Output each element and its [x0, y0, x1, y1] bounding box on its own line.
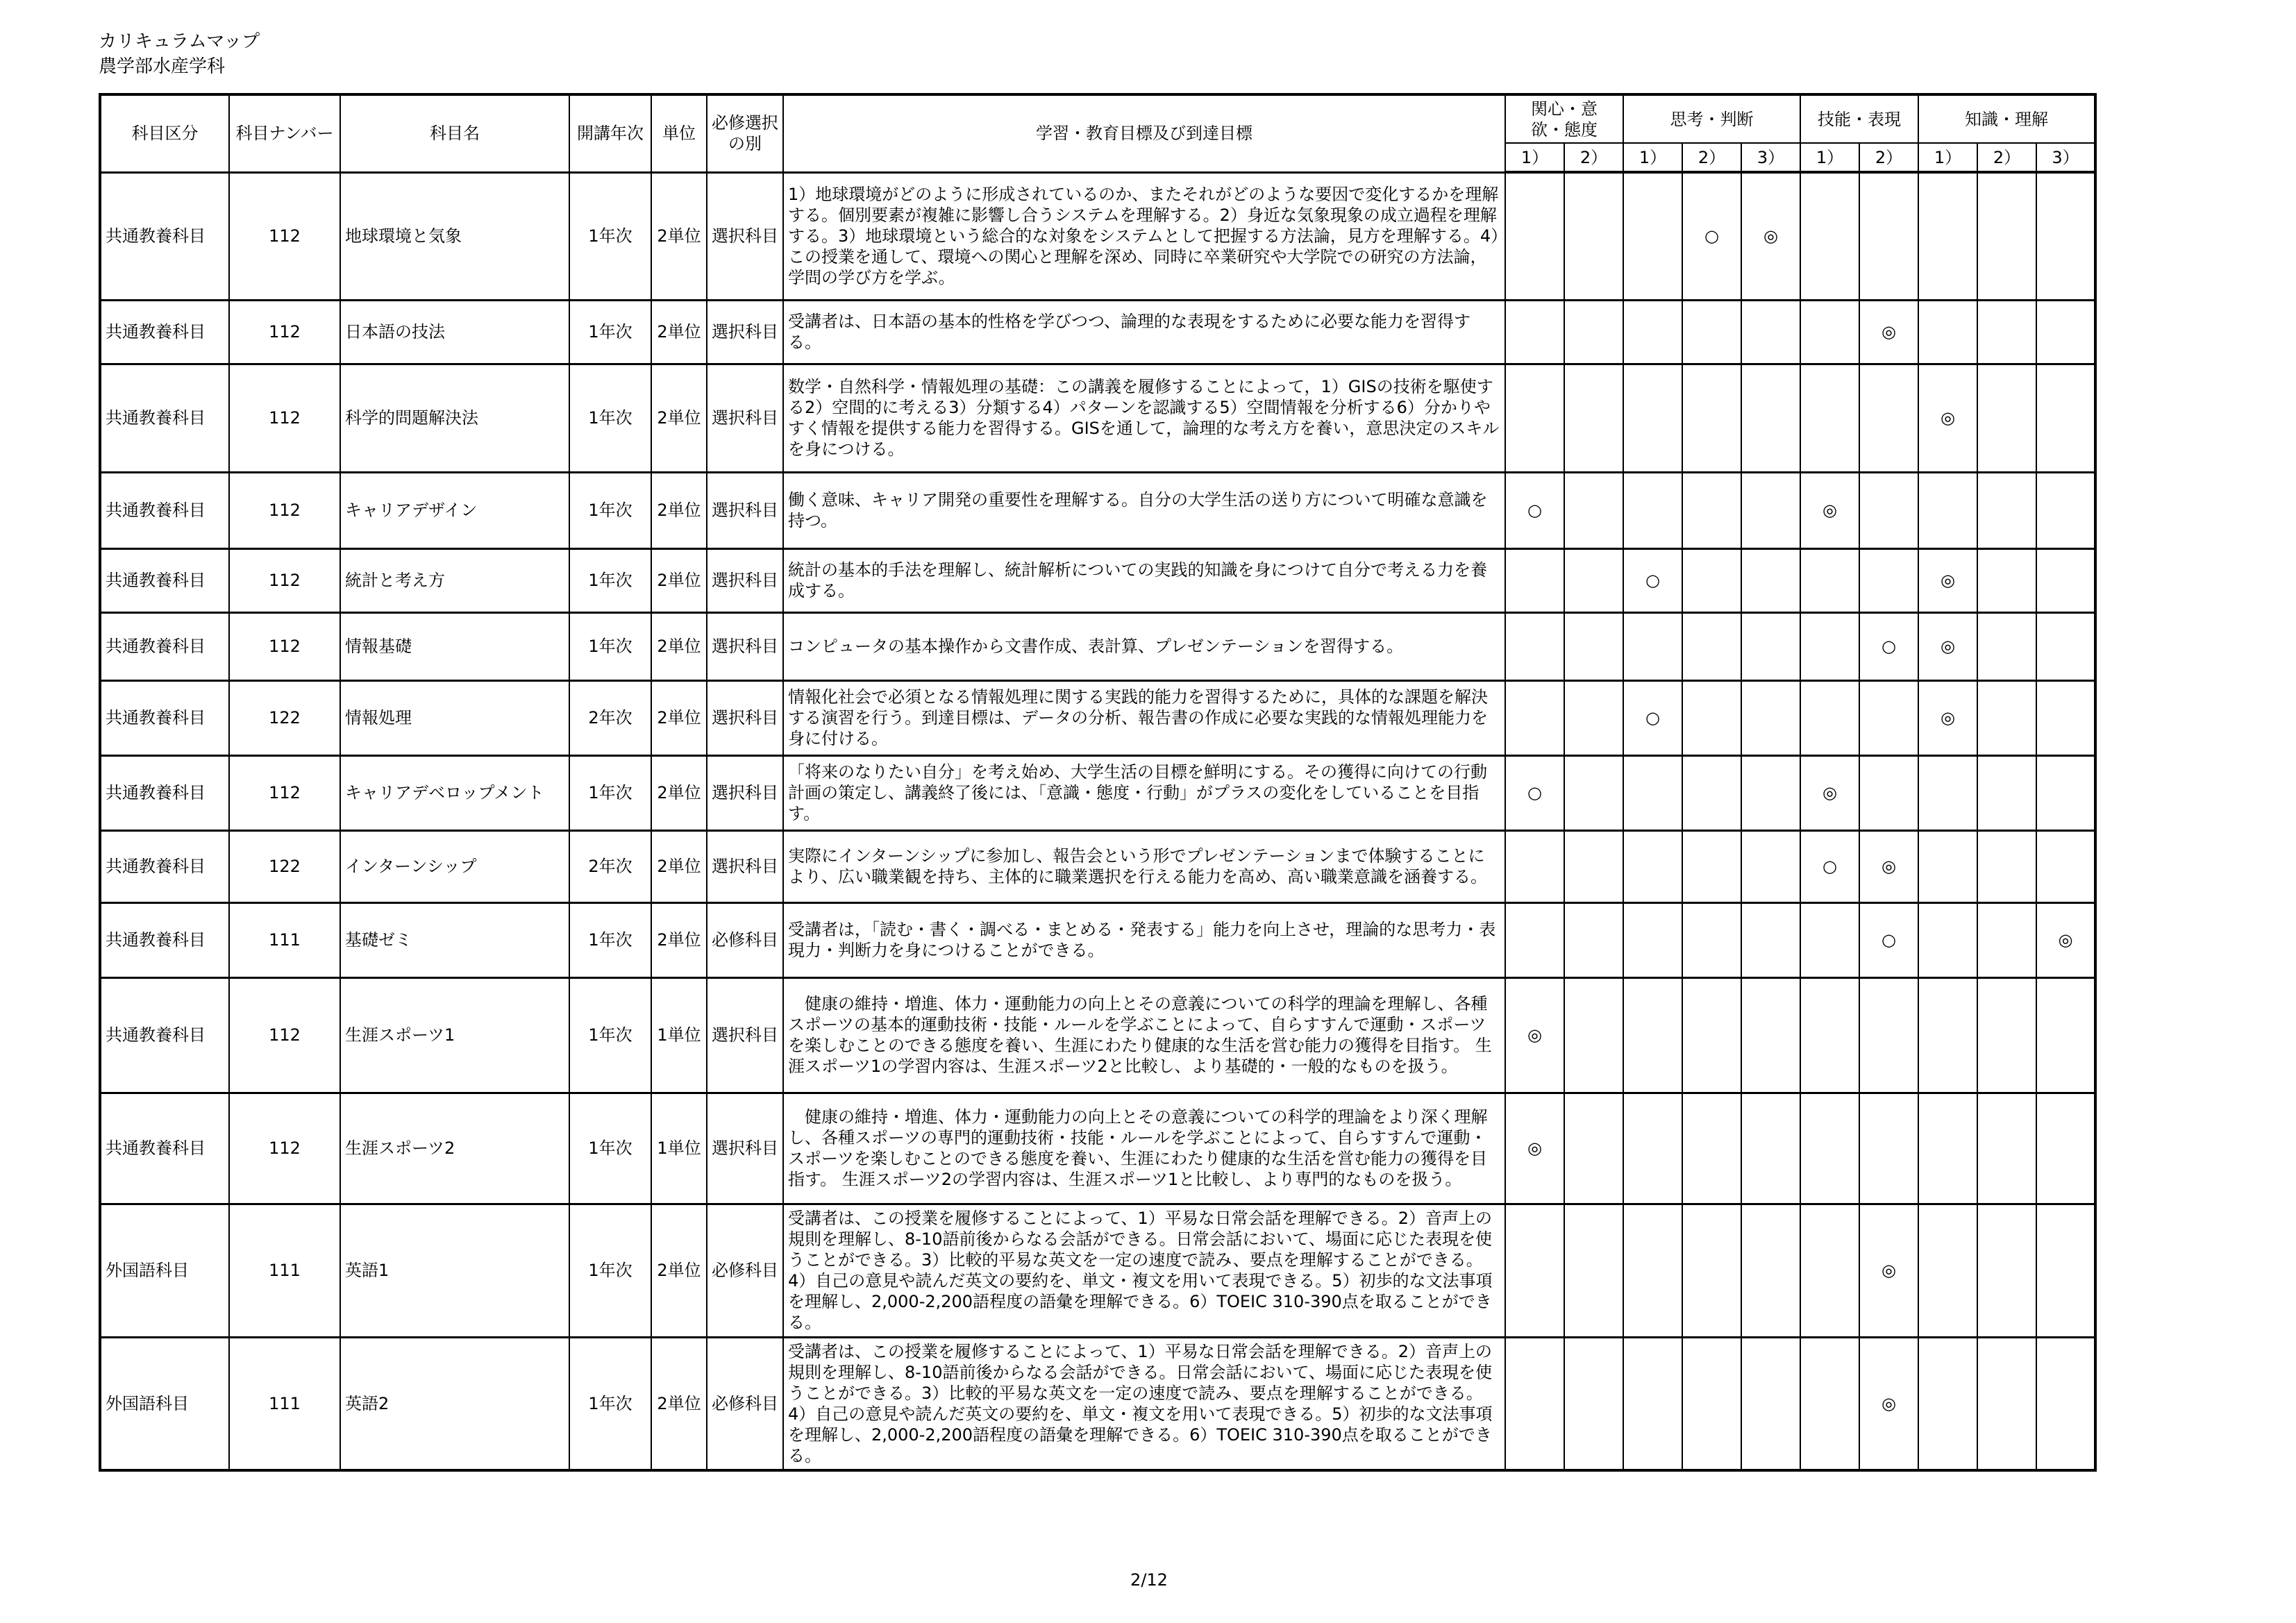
- course-year: 1年次: [569, 172, 651, 300]
- course-name: キャリアデベロップメント: [340, 755, 569, 830]
- course-goal: 実際にインターンシップに参加し、報告会という形でプレゼンテーションまで体験することにより、広い職業観を持ち、主体的に職業選択を行える能力を高め、高い職業意識を涵養する。: [783, 830, 1505, 902]
- course-category: 共通教養科目: [100, 172, 229, 300]
- course-required: 選択科目: [707, 548, 783, 612]
- evaluation-mark: [1859, 977, 1918, 1093]
- header-sub-col: 2）: [1682, 143, 1741, 172]
- course-number: 112: [229, 172, 340, 300]
- course-number: 112: [229, 612, 340, 680]
- header-name: 科目名: [340, 94, 569, 172]
- course-credits: 2単位: [651, 830, 707, 902]
- course-year: 1年次: [569, 1337, 651, 1470]
- course-category: 共通教養科目: [100, 472, 229, 548]
- course-required: 選択科目: [707, 680, 783, 755]
- course-year: 1年次: [569, 1093, 651, 1204]
- table-row: [100, 1093, 2095, 1204]
- course-number: 112: [229, 300, 340, 364]
- evaluation-mark: [1741, 1093, 1800, 1204]
- course-credits: 2単位: [651, 172, 707, 300]
- evaluation-mark: [1977, 1093, 2036, 1204]
- evaluation-mark: [1682, 755, 1741, 830]
- evaluation-mark: [1977, 680, 2036, 755]
- table-row: [100, 300, 2095, 364]
- course-category: 共通教養科目: [100, 364, 229, 472]
- evaluation-mark: [1741, 755, 1800, 830]
- evaluation-mark: ◎: [1918, 680, 1977, 755]
- course-name: 英語2: [340, 1337, 569, 1470]
- evaluation-mark: [1564, 364, 1623, 472]
- table-row: [100, 1337, 2095, 1470]
- course-year: 1年次: [569, 755, 651, 830]
- course-required: 選択科目: [707, 612, 783, 680]
- evaluation-mark: [2036, 1337, 2095, 1470]
- header-sub-col: 3）: [1741, 143, 1800, 172]
- evaluation-mark: [1977, 1204, 2036, 1337]
- evaluation-mark: ○: [1623, 548, 1682, 612]
- course-goal: 働く意味、キャリア開発の重要性を理解する。自分の大学生活の送り方について明確な意識を持つ。: [783, 472, 1505, 548]
- course-credits: 2単位: [651, 612, 707, 680]
- evaluation-mark: [2036, 612, 2095, 680]
- course-year: 1年次: [569, 472, 651, 548]
- evaluation-mark: [1564, 548, 1623, 612]
- evaluation-mark: [2036, 472, 2095, 548]
- evaluation-mark: [1623, 612, 1682, 680]
- evaluation-mark: [1741, 977, 1800, 1093]
- table-row: [100, 1204, 2095, 1337]
- header-sub-col: 1）: [1800, 143, 1859, 172]
- evaluation-mark: [1800, 612, 1859, 680]
- evaluation-mark: [1564, 172, 1623, 300]
- evaluation-mark: [1800, 977, 1859, 1093]
- evaluation-mark: [1918, 300, 1977, 364]
- evaluation-mark: [1859, 1093, 1918, 1204]
- course-goal: 受講者は、この授業を履修することによって、1）平易な日常会話を理解できる。2）音声上の規則を理解し、8-10語前後からなる会話ができる。日常会話において、場面に応じた表現を使うことができる。3）比較的平易な英文を一定の速度で読み、要点を理解することができる。4）自己の意見や読んだ英文の要約を、単文・複文を用いて表現できる。5）初歩的な文法事項を理解し、2,000-2,200語程度の語彙を理解できる。6）TOEIC 310-390点を取ることができる。: [783, 1204, 1505, 1337]
- course-name: 生涯スポーツ1: [340, 977, 569, 1093]
- course-required: 選択科目: [707, 755, 783, 830]
- course-name: 情報処理: [340, 680, 569, 755]
- curriculum-table: [99, 93, 2097, 1472]
- course-number: 112: [229, 755, 340, 830]
- evaluation-mark: [1977, 612, 2036, 680]
- course-credits: 2単位: [651, 1204, 707, 1337]
- header-group-interest: 関心・意欲・態度: [1505, 94, 1623, 143]
- evaluation-mark: [1682, 830, 1741, 902]
- course-number: 112: [229, 977, 340, 1093]
- evaluation-mark: [2036, 300, 2095, 364]
- course-credits: 2単位: [651, 364, 707, 472]
- document-title: カリキュラムマップ: [99, 31, 260, 52]
- evaluation-mark: [1741, 1337, 1800, 1470]
- evaluation-mark: [1623, 472, 1682, 548]
- evaluation-mark: [1682, 548, 1741, 612]
- course-number: 111: [229, 902, 340, 977]
- course-category: 共通教養科目: [100, 548, 229, 612]
- course-goal: 「将来のなりたい自分」を考え始め、大学生活の目標を鮮明にする。その獲得に向けての行動計画の策定し、講義終了後には、「意識・態度・行動」がプラスの変化をしていることを目指す。: [783, 755, 1505, 830]
- course-credits: 2単位: [651, 755, 707, 830]
- evaluation-mark: [1918, 472, 1977, 548]
- table-row: [100, 977, 2095, 1093]
- evaluation-mark: [1800, 364, 1859, 472]
- course-goal: 健康の維持・増進、体力・運動能力の向上とその意義についての科学的理論をより深く理解し、各種スポーツの専門的運動技術・技能・ルールを学ぶことによって、自らすすんで運動・スポーツを楽しむことのできる態度を養い、生涯にわたり健康的な生活を営む能力の獲得を目指す。 生涯スポーツ2の学習内容は、生涯スポーツ1と比較し、より専門的なものを扱う。: [783, 1093, 1505, 1204]
- evaluation-mark: [2036, 755, 2095, 830]
- evaluation-mark: [1741, 1204, 1800, 1337]
- evaluation-mark: [1623, 364, 1682, 472]
- evaluation-mark: [1918, 902, 1977, 977]
- course-category: 共通教養科目: [100, 1093, 229, 1204]
- evaluation-mark: [1682, 902, 1741, 977]
- course-number: 122: [229, 680, 340, 755]
- course-year: 1年次: [569, 548, 651, 612]
- evaluation-mark: [1918, 755, 1977, 830]
- evaluation-mark: [1918, 172, 1977, 300]
- header-sub-col: 1）: [1505, 143, 1564, 172]
- header-year: 開講年次: [569, 94, 651, 172]
- evaluation-mark: [1682, 300, 1741, 364]
- course-goal: コンピュータの基本操作から文書作成、表計算、プレゼンテーションを習得する。: [783, 612, 1505, 680]
- header-category: 科目区分: [100, 94, 229, 172]
- evaluation-mark: [1918, 1337, 1977, 1470]
- evaluation-mark: [1623, 300, 1682, 364]
- evaluation-mark: [1800, 172, 1859, 300]
- evaluation-mark: ○: [1682, 172, 1741, 300]
- evaluation-mark: [1859, 548, 1918, 612]
- course-category: 外国語科目: [100, 1204, 229, 1337]
- course-category: 共通教養科目: [100, 830, 229, 902]
- evaluation-mark: [1623, 1204, 1682, 1337]
- evaluation-mark: [1682, 612, 1741, 680]
- course-year: 1年次: [569, 300, 651, 364]
- evaluation-mark: [2036, 172, 2095, 300]
- evaluation-mark: [1623, 902, 1682, 977]
- course-goal: 受講者は、この授業を履修することによって、1）平易な日常会話を理解できる。2）音声上の規則を理解し、8-10語前後からなる会話ができる。日常会話において、場面に応じた表現を使うことができる。3）比較的平易な英文を一定の速度で読み、要点を理解することができる。4）自己の意見や読んだ英文の要約を、単文・複文を用いて表現できる。5）初歩的な文法事項を理解し、2,000-2,200語程度の語彙を理解できる。6）TOEIC 310-390点を取ることができる。: [783, 1337, 1505, 1470]
- evaluation-mark: [1505, 830, 1564, 902]
- evaluation-mark: [1564, 612, 1623, 680]
- evaluation-mark: ◎: [1741, 172, 1800, 300]
- course-credits: 1単位: [651, 1093, 707, 1204]
- course-required: 選択科目: [707, 1093, 783, 1204]
- evaluation-mark: [2036, 1093, 2095, 1204]
- evaluation-mark: ◎: [1859, 1204, 1918, 1337]
- evaluation-mark: ○: [1505, 472, 1564, 548]
- course-goal: 数学・自然科学・情報処理の基礎：この講義を履修することによって，1）GISの技術を駆使する2）空間的に考える3）分類する4）パターンを認識する5）空間情報を分析する6）分かりやすく情報を提供する能力を習得する。GISを通して，論理的な考え方を養い，意思決定のスキルを身につける。: [783, 364, 1505, 472]
- course-name: 地球環境と気象: [340, 172, 569, 300]
- course-required: 選択科目: [707, 364, 783, 472]
- evaluation-mark: ○: [1859, 612, 1918, 680]
- course-number: 112: [229, 1093, 340, 1204]
- course-required: 選択科目: [707, 977, 783, 1093]
- course-category: 外国語科目: [100, 1337, 229, 1470]
- header-number: 科目ナンバー: [229, 94, 340, 172]
- header-credits: 単位: [651, 94, 707, 172]
- evaluation-mark: [1800, 548, 1859, 612]
- evaluation-mark: [1977, 364, 2036, 472]
- course-number: 112: [229, 364, 340, 472]
- evaluation-mark: ◎: [1918, 364, 1977, 472]
- evaluation-mark: ◎: [1505, 977, 1564, 1093]
- evaluation-mark: [1505, 300, 1564, 364]
- evaluation-mark: ◎: [1918, 548, 1977, 612]
- course-goal: 情報化社会で必須となる情報処理に関する実践的能力を習得するために，具体的な課題を解決する演習を行う。到達目標は、データの分析、報告書の作成に必要な実践的な情報処理能力を身に付ける。: [783, 680, 1505, 755]
- table-row: [100, 830, 2095, 902]
- course-required: 必修科目: [707, 902, 783, 977]
- evaluation-mark: [1741, 830, 1800, 902]
- evaluation-mark: [1859, 172, 1918, 300]
- table-row: [100, 548, 2095, 612]
- course-category: 共通教養科目: [100, 902, 229, 977]
- evaluation-mark: [1741, 612, 1800, 680]
- evaluation-mark: [1564, 472, 1623, 548]
- table-row: [100, 364, 2095, 472]
- course-goal: 統計の基本的手法を理解し、統計解析についての実践的知識を身につけて自分で考える力を養成する。: [783, 548, 1505, 612]
- evaluation-mark: [2036, 548, 2095, 612]
- evaluation-mark: [1859, 680, 1918, 755]
- evaluation-mark: [1682, 1337, 1741, 1470]
- evaluation-mark: [1564, 830, 1623, 902]
- evaluation-mark: ◎: [1505, 1093, 1564, 1204]
- evaluation-mark: [1505, 172, 1564, 300]
- evaluation-mark: [1623, 755, 1682, 830]
- evaluation-mark: [1977, 300, 2036, 364]
- course-name: キャリアデザイン: [340, 472, 569, 548]
- evaluation-mark: [1741, 902, 1800, 977]
- evaluation-mark: [1505, 902, 1564, 977]
- evaluation-mark: [1682, 680, 1741, 755]
- evaluation-mark: [1741, 548, 1800, 612]
- course-category: 共通教養科目: [100, 755, 229, 830]
- evaluation-mark: [1859, 755, 1918, 830]
- evaluation-mark: [1564, 977, 1623, 1093]
- evaluation-mark: [1682, 1204, 1741, 1337]
- evaluation-mark: [1977, 977, 2036, 1093]
- evaluation-mark: ○: [1859, 902, 1918, 977]
- evaluation-mark: ◎: [1859, 1337, 1918, 1470]
- course-credits: 2単位: [651, 472, 707, 548]
- evaluation-mark: [1741, 300, 1800, 364]
- evaluation-mark: [1977, 755, 2036, 830]
- header-required: 必修選択の別: [707, 94, 783, 172]
- table-body: [100, 172, 2095, 1470]
- evaluation-mark: [1564, 300, 1623, 364]
- course-name: 生涯スポーツ2: [340, 1093, 569, 1204]
- table-row: [100, 902, 2095, 977]
- evaluation-mark: [1918, 1093, 1977, 1204]
- evaluation-mark: ◎: [2036, 902, 2095, 977]
- header-sub-col: 1）: [1623, 143, 1682, 172]
- evaluation-mark: [1800, 1204, 1859, 1337]
- evaluation-mark: [1623, 172, 1682, 300]
- course-goal: 受講者は，「読む・書く・調べる・まとめる・発表する」能力を向上させ，理論的な思考力・表現力・判断力を身につけることができる。: [783, 902, 1505, 977]
- header-sub-col: 1）: [1918, 143, 1977, 172]
- evaluation-mark: [1800, 1337, 1859, 1470]
- evaluation-mark: [1977, 472, 2036, 548]
- evaluation-mark: ◎: [1800, 755, 1859, 830]
- course-number: 111: [229, 1204, 340, 1337]
- document-subtitle: 農学部水産学科: [99, 56, 226, 77]
- course-name: 科学的問題解決法: [340, 364, 569, 472]
- course-required: 選択科目: [707, 830, 783, 902]
- evaluation-mark: [1977, 902, 2036, 977]
- evaluation-mark: [1977, 830, 2036, 902]
- course-credits: 2単位: [651, 548, 707, 612]
- evaluation-mark: [1977, 548, 2036, 612]
- evaluation-mark: ◎: [1918, 612, 1977, 680]
- course-year: 1年次: [569, 1204, 651, 1337]
- evaluation-mark: [1682, 472, 1741, 548]
- course-required: 選択科目: [707, 300, 783, 364]
- evaluation-mark: [1682, 977, 1741, 1093]
- header-group-thinking: 思考・判断: [1623, 94, 1800, 143]
- evaluation-mark: [1977, 1337, 2036, 1470]
- evaluation-mark: [1505, 612, 1564, 680]
- course-number: 112: [229, 548, 340, 612]
- evaluation-mark: [1800, 1093, 1859, 1204]
- table-row: [100, 612, 2095, 680]
- evaluation-mark: ◎: [1800, 472, 1859, 548]
- header-sub-col: 2）: [1564, 143, 1623, 172]
- course-year: 2年次: [569, 680, 651, 755]
- evaluation-mark: [1741, 472, 1800, 548]
- course-number: 122: [229, 830, 340, 902]
- page-number: 2/12: [1130, 1570, 1168, 1590]
- evaluation-mark: [1623, 830, 1682, 902]
- course-number: 111: [229, 1337, 340, 1470]
- course-name: 英語1: [340, 1204, 569, 1337]
- course-name: 情報基礎: [340, 612, 569, 680]
- evaluation-mark: [2036, 680, 2095, 755]
- course-number: 112: [229, 472, 340, 548]
- course-goal: 健康の維持・増進、体力・運動能力の向上とその意義についての科学的理論を理解し、各種スポーツの基本的運動技術・技能・ルールを学ぶことによって、自らすすんで運動・スポーツを楽しむことのできる態度を養い、生涯にわたり健康的な生活を営む能力の獲得を目指す。 生涯スポーツ1の学習内容は、生涯スポーツ2と比較し、より基礎的・一般的なものを扱う。: [783, 977, 1505, 1093]
- course-name: 日本語の技法: [340, 300, 569, 364]
- evaluation-mark: [1800, 680, 1859, 755]
- evaluation-mark: ○: [1623, 680, 1682, 755]
- evaluation-mark: [1505, 364, 1564, 472]
- evaluation-mark: ◎: [1859, 300, 1918, 364]
- evaluation-mark: [1682, 1093, 1741, 1204]
- table-row: [100, 172, 2095, 300]
- table-row: [100, 472, 2095, 548]
- course-name: 基礎ゼミ: [340, 902, 569, 977]
- evaluation-mark: [1505, 1204, 1564, 1337]
- course-required: 選択科目: [707, 472, 783, 548]
- course-goal: 受講者は、日本語の基本的性格を学びつつ、論理的な表現をするために必要な能力を習得する。: [783, 300, 1505, 364]
- header-sub-col: 2）: [1859, 143, 1918, 172]
- course-credits: 1単位: [651, 977, 707, 1093]
- course-credits: 2単位: [651, 300, 707, 364]
- header-group-knowledge: 知識・理解: [1918, 94, 2095, 143]
- evaluation-mark: [1623, 1093, 1682, 1204]
- course-required: 必修科目: [707, 1204, 783, 1337]
- evaluation-mark: [1564, 680, 1623, 755]
- evaluation-mark: [2036, 977, 2095, 1093]
- course-year: 2年次: [569, 830, 651, 902]
- course-year: 1年次: [569, 364, 651, 472]
- course-required: 必修科目: [707, 1337, 783, 1470]
- evaluation-mark: [1918, 830, 1977, 902]
- header-sub-col: 2）: [1977, 143, 2036, 172]
- evaluation-mark: [1623, 977, 1682, 1093]
- course-credits: 2単位: [651, 1337, 707, 1470]
- evaluation-mark: [1505, 1337, 1564, 1470]
- evaluation-mark: [2036, 1204, 2095, 1337]
- evaluation-mark: [2036, 830, 2095, 902]
- course-name: インターンシップ: [340, 830, 569, 902]
- evaluation-mark: [1564, 755, 1623, 830]
- table-row: [100, 755, 2095, 830]
- evaluation-mark: [2036, 364, 2095, 472]
- table-row: [100, 680, 2095, 755]
- evaluation-mark: [1977, 172, 2036, 300]
- evaluation-mark: [1564, 1337, 1623, 1470]
- evaluation-mark: [1918, 977, 1977, 1093]
- evaluation-mark: [1682, 364, 1741, 472]
- course-category: 共通教養科目: [100, 680, 229, 755]
- evaluation-mark: [1800, 300, 1859, 364]
- course-goal: 1）地球環境がどのように形成されているのか、またそれがどのような要因で変化するかを理解する。個別要素が複雑に影響し合うシステムを理解する。2）身近な気象現象の成立過程を理解する。3）地球環境という総合的な対象をシステムとして把握する方法論，見方を理解する。4）この授業を通して、環境への関心と理解を深め、同時に卒業研究や大学院での研究の方法論，学問の学び方を学ぶ。: [783, 172, 1505, 300]
- evaluation-mark: [1505, 548, 1564, 612]
- course-credits: 2単位: [651, 902, 707, 977]
- course-year: 1年次: [569, 977, 651, 1093]
- course-category: 共通教養科目: [100, 612, 229, 680]
- evaluation-mark: ○: [1505, 755, 1564, 830]
- course-year: 1年次: [569, 612, 651, 680]
- evaluation-mark: [1741, 680, 1800, 755]
- evaluation-mark: [1859, 364, 1918, 472]
- course-required: 選択科目: [707, 172, 783, 300]
- evaluation-mark: [1505, 680, 1564, 755]
- course-year: 1年次: [569, 902, 651, 977]
- header-group-skill: 技能・表現: [1800, 94, 1918, 143]
- header-goals: 学習・教育目標及び到達目標: [783, 94, 1505, 172]
- evaluation-mark: [1918, 1204, 1977, 1337]
- course-category: 共通教養科目: [100, 977, 229, 1093]
- header-sub-col: 3）: [2036, 143, 2095, 172]
- evaluation-mark: [1564, 902, 1623, 977]
- evaluation-mark: [1741, 364, 1800, 472]
- evaluation-mark: [1564, 1093, 1623, 1204]
- course-category: 共通教養科目: [100, 300, 229, 364]
- evaluation-mark: [1564, 1204, 1623, 1337]
- course-credits: 2単位: [651, 680, 707, 755]
- evaluation-mark: ○: [1800, 830, 1859, 902]
- evaluation-mark: ◎: [1859, 830, 1918, 902]
- evaluation-mark: [1800, 902, 1859, 977]
- evaluation-mark: [1859, 472, 1918, 548]
- document-header: [99, 29, 260, 79]
- evaluation-mark: [1623, 1337, 1682, 1470]
- course-name: 統計と考え方: [340, 548, 569, 612]
